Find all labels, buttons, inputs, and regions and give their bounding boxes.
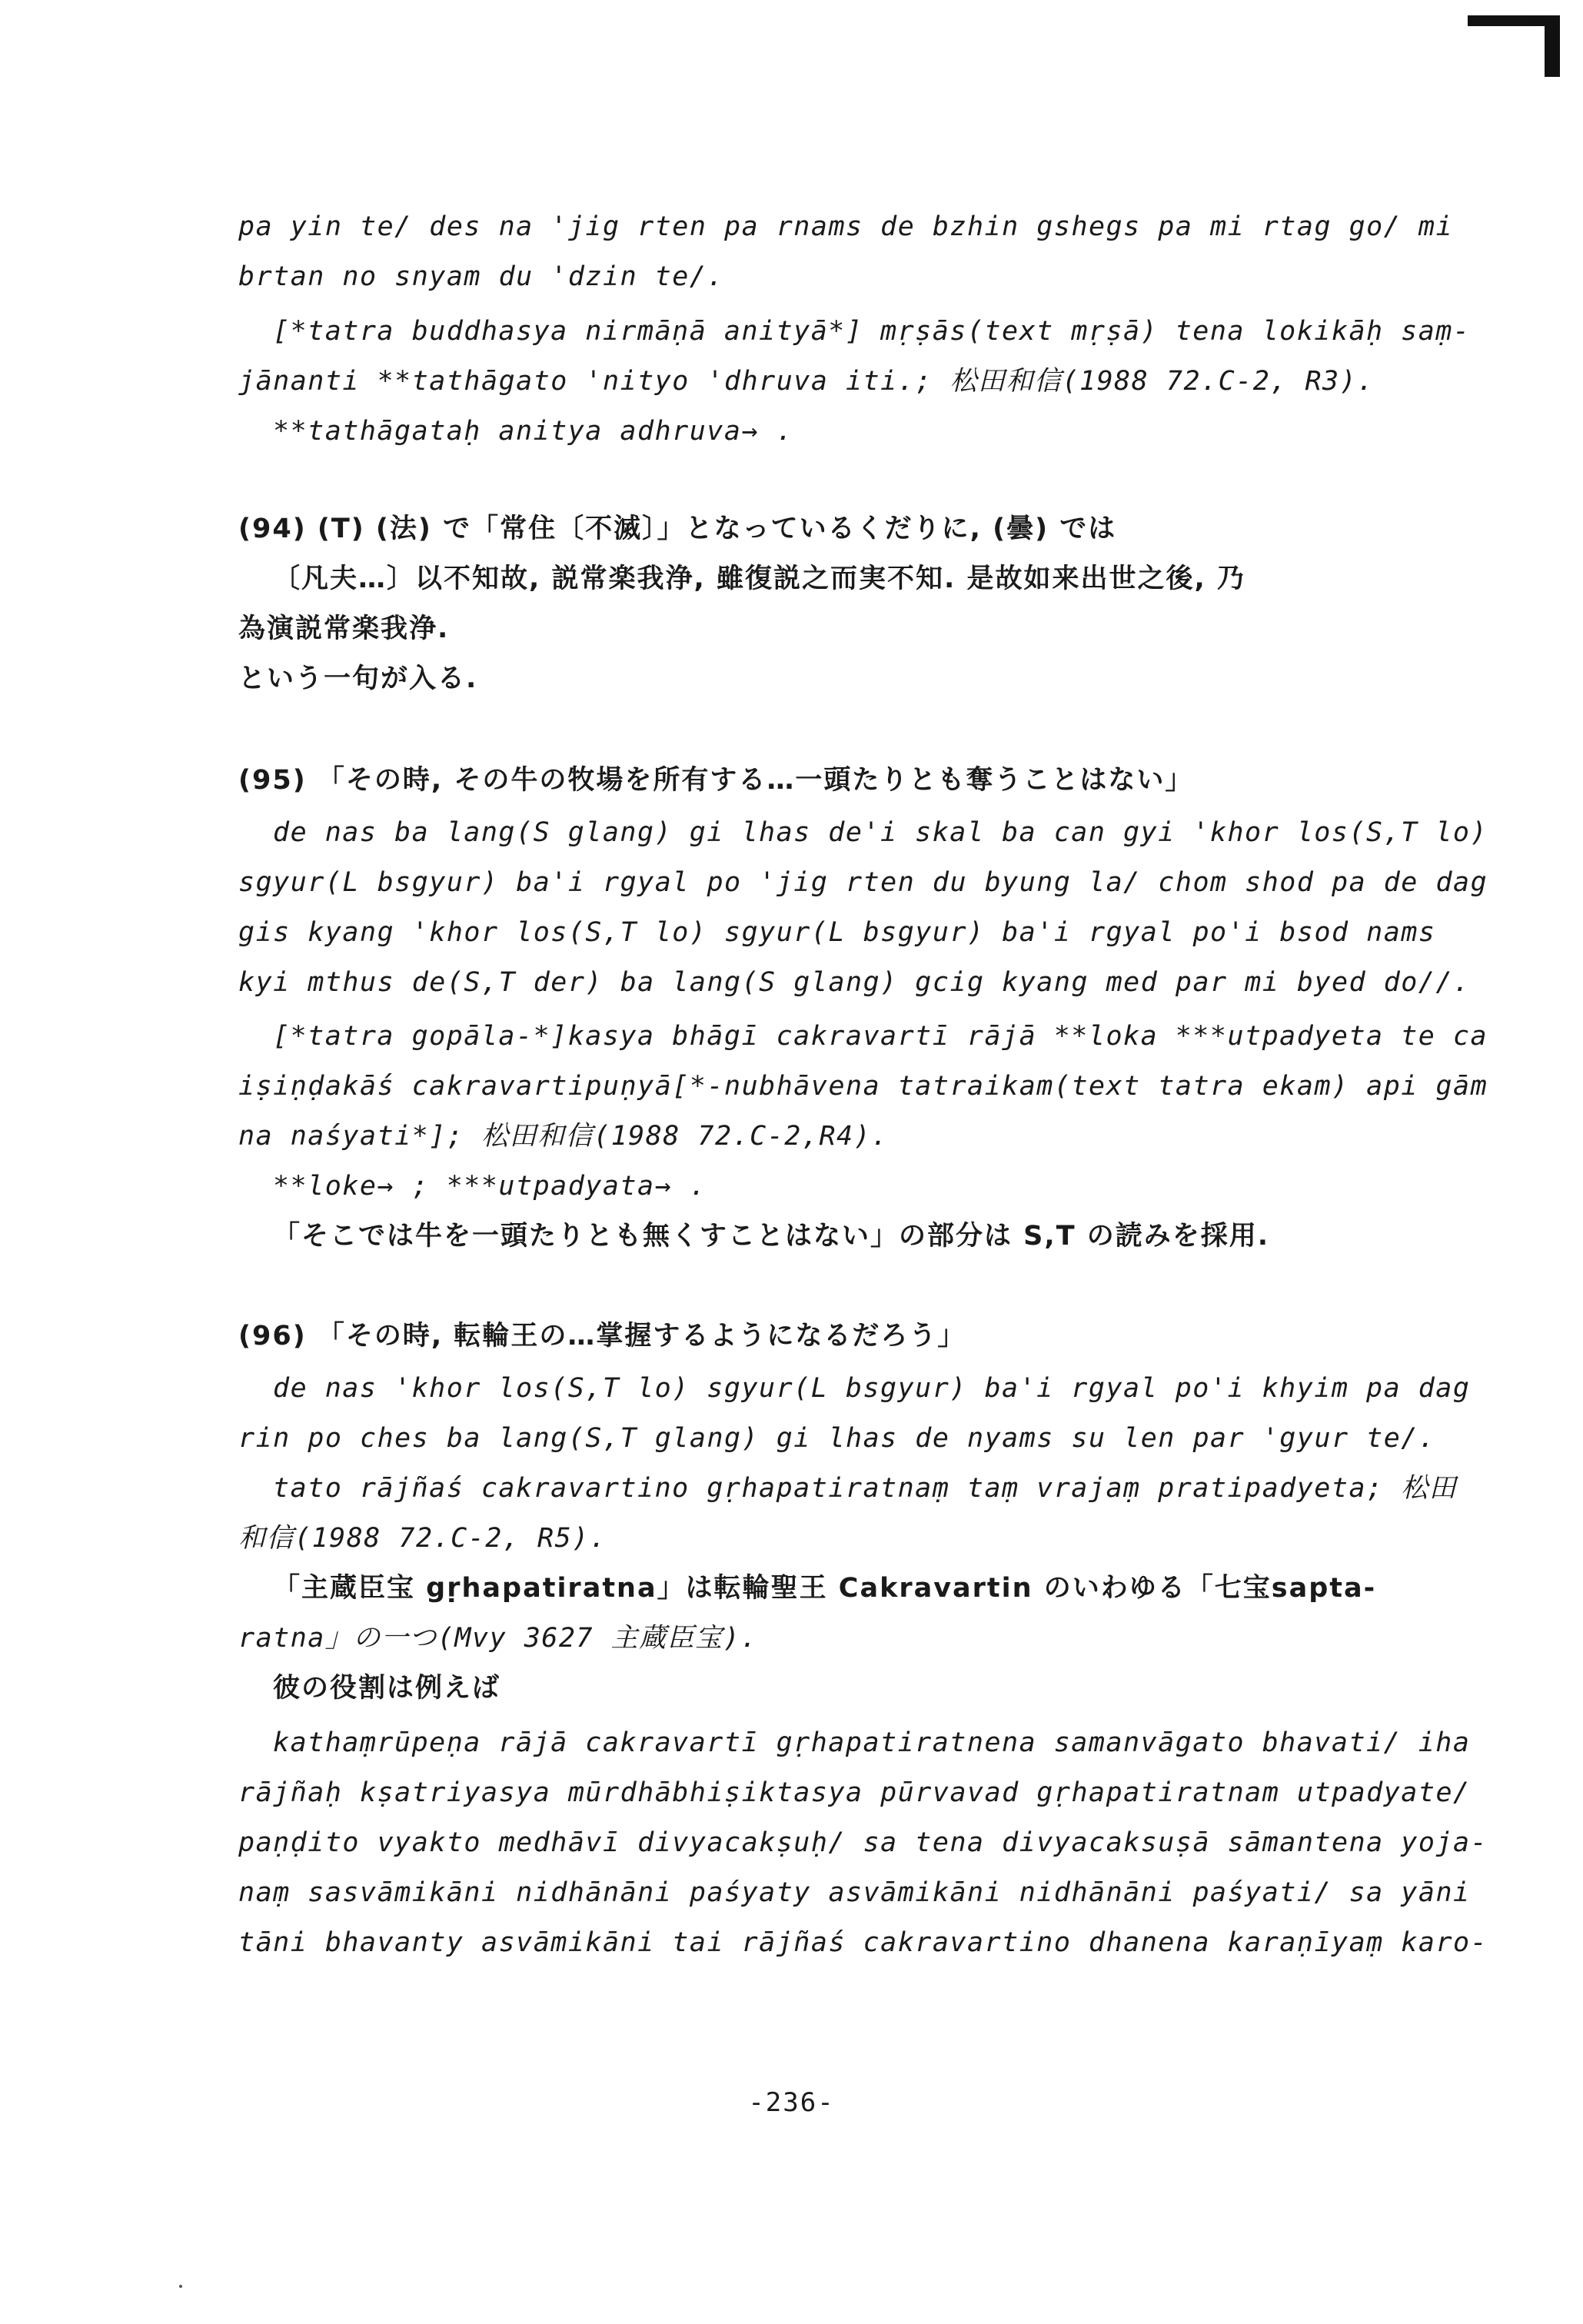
text-line: 〔凡夫…〕以不知故, 説常楽我浄, 雖復説之而実不知. 是故如来出世之後, 乃 [273,564,1245,594]
text-line: 為演説常楽我浄. [238,613,450,644]
text-line: ratna」の一つ(Mvy 3627 主蔵臣宝). [238,1623,758,1654]
page-number: -236- [748,2087,835,2118]
text-line: という一句が入る. [238,663,478,694]
text-line: [*tatra buddhasya nirmāṇā anityā*] mṛṣās(text mṛṣā) tena lokikāḥ saṃ- [273,316,1471,347]
text-line: jānanti **tathāgato 'nityo 'dhruva iti.; 松田和信(1988 72.C-2, R3). [238,366,1375,397]
text-line: [*tatra gopāla-*]kasya bhāgī cakravartī rājā **loka ***utpadyeta te ca [273,1021,1488,1052]
text-line: paṇḍito vyakto medhāvī divyacakṣuḥ/ sa tena divyacaksuṣā sāmantena yoja- [238,1827,1488,1858]
corner-crop-mark [1468,15,1560,77]
text-line: kyi mthus de(S,T der) ba lang(S glang) gcig kyang med par mi byed do//. [238,967,1471,998]
text-line: na naśyati*]; 松田和信(1988 72.C-2,R4). [238,1121,889,1152]
text-line: iṣiṇḍakāś cakravartipuṇyā[*-nubhāvena tatraikam(text tatra ekam) api gām [238,1071,1488,1102]
note-96-heading: (96) 「その時, 転輪王の…掌握するようになるだろう」 [238,1321,966,1352]
text-line: sgyur(L bsgyur) ba'i rgyal po 'jig rten du byung la/ chom shod pa de dag [238,867,1488,898]
text-line: 「主蔵臣宝 gṛhapatiratna」は転輪聖王 Cakravartin のいわゆる「七宝sapta- [273,1573,1377,1604]
text-line: naṃ sasvāmikāni nidhānāni paśyaty asvāmikāni nidhānāni paśyati/ sa yāni [238,1877,1471,1908]
text-line: de nas 'khor los(S,T lo) sgyur(L bsgyur) ba'i rgyal po'i khyim pa dag [273,1373,1471,1404]
text-line: rin po ches ba lang(S,T glang) gi lhas de nyams su len par 'gyur te/. [238,1423,1436,1454]
text-line: gis kyang 'khor los(S,T lo) sgyur(L bsgyur) ba'i rgyal po'i bsod nams [238,917,1436,948]
text-line: **tathāgataḥ anitya adhruva→ . [273,416,794,447]
text-line: kathaṃrūpeṇa rājā cakravartī gṛhapatiratnena samanvāgato bhavati/ iha [273,1727,1471,1758]
note-94-heading: (94) (T) (法) で「常住〔不滅〕」となっているくだりに, (曇) では [238,514,1117,544]
text-line: **loke→ ; ***utpadyata→ . [273,1171,707,1202]
text-line: 彼の役割は例えば [273,1673,501,1704]
note-95-heading: (95) 「その時, その牛の牧場を所有する…一頭たりとも奪うことはない」 [238,765,1194,796]
text-line: tato rājñaś cakravartino gṛhapatiratnaṃ taṃ vrajaṃ pratipadyeta; 松田 [273,1473,1458,1504]
scan-speck [179,2285,182,2288]
text-line: 「そこでは牛を一頭たりとも無くすことはない」の部分は S,T の読みを採用. [273,1221,1270,1252]
text-line: rājñaḥ kṣatriyasya mūrdhābhiṣiktasya pūrvavad gṛhapatiratnam utpadyate/ [238,1777,1471,1808]
text-line: pa yin te/ des na 'jig rten pa rnams de bzhin gshegs pa mi rtag go/ mi [238,211,1454,242]
text-line: de nas ba lang(S glang) gi lhas de'i skal ba can gyi 'khor los(S,T lo) [273,817,1488,848]
text-line: 和信(1988 72.C-2, R5). [238,1523,607,1554]
text-line: brtan no snyam du 'dzin te/. [238,261,725,292]
text-line: tāni bhavanty asvāmikāni tai rājñaś cakravartino dhanena karaṇīyaṃ karo- [238,1927,1488,1958]
